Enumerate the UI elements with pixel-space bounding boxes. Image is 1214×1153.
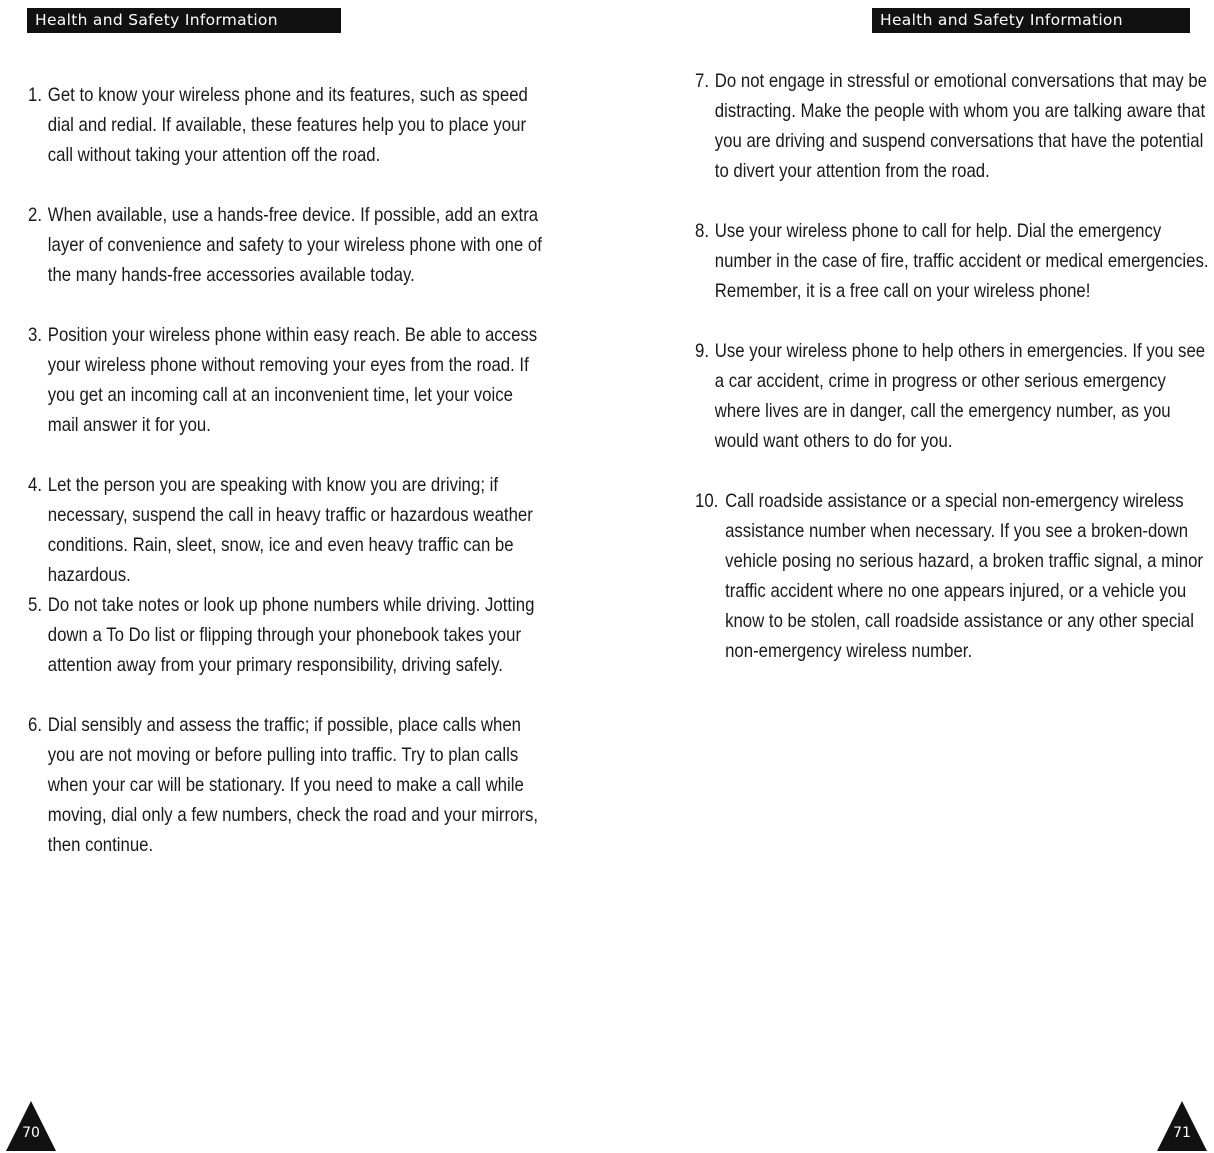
item-number: 3. [28, 324, 42, 346]
safety-tips-list [28, 80, 542, 890]
item-number: 2. [28, 204, 42, 226]
item-text: Use your wireless phone to call for help. Dial the emergency number in the case of fire, traffic accident or medical emergencies. Remember, it is a free call on your wireless phone! [714, 220, 1209, 302]
list-item [28, 590, 545, 680]
right-page [607, 0, 1214, 1153]
page-number-triangle-icon [6, 1101, 56, 1151]
list-item [695, 336, 1212, 456]
item-number: 10. [695, 490, 719, 512]
list-item [695, 486, 1214, 666]
item-text: Call roadside assistance or a special non-emergency wireless assistance number when necessary. If you see a broken-down vehicle posing no serious hazard, a broken traffic signal, a minor traffic accident where no one appears injured, or a vehicle you know to be stolen, call roadside assistance or any other special non-emergency wireless number. [725, 490, 1204, 662]
item-number: 1. [28, 84, 42, 106]
item-number: 5. [28, 594, 42, 616]
list-item [28, 80, 545, 170]
list-item [28, 200, 545, 290]
section-header: Health and Safety Information [872, 8, 1190, 33]
item-number: 6. [28, 714, 42, 736]
item-text: When available, use a hands-free device. If possible, add an extra layer of convenience and safety to your wireless phone with one of the many hands-free accessories available today. [47, 204, 542, 286]
item-number: 4. [28, 474, 42, 496]
list-item [28, 320, 545, 440]
list-item [695, 216, 1212, 306]
list-item [28, 470, 545, 590]
safety-tips-list [695, 66, 1209, 696]
item-number: 9. [695, 340, 709, 362]
page-number: 71 [1173, 1125, 1191, 1141]
list-item [695, 66, 1212, 186]
item-number: 7. [695, 70, 709, 92]
item-text: Get to know your wireless phone and its features, such as speed dial and redial. If available, these features help you to place your call without taking your attention off the road. [47, 84, 528, 166]
item-text: Do not engage in stressful or emotional conversations that may be distracting. Make the people with whom you are talking aware that you are driving and suspend conversations that have the potential to divert your attention from the road. [714, 70, 1207, 182]
item-number: 8. [695, 220, 709, 242]
item-text: Use your wireless phone to help others in emergencies. If you see a car accident, crime in progress or other serious emergency where lives are in danger, call the emergency number, as you would want others to do for you. [714, 340, 1206, 452]
item-text: Position your wireless phone within easy reach. Be able to access your wireless phone without removing your eyes from the road. If you get an incoming call at an inconvenient time, let your voice mail answer it for you. [47, 324, 538, 436]
page-number: 70 [22, 1125, 40, 1141]
item-text: Dial sensibly and assess the traffic; if possible, place calls when you are not moving or before pulling into traffic. Try to plan calls when your car will be stationary. If you need to make a call while moving, dial only a few numbers, check the road and your mirrors, then continue. [47, 714, 539, 856]
section-header: Health and Safety Information [27, 8, 341, 33]
list-item [28, 710, 545, 860]
page-number-triangle-icon [1157, 1101, 1207, 1151]
item-text: Do not take notes or look up phone numbers while driving. Jotting down a To Do list or flipping through your phonebook takes your attention away from your primary responsibility, driving safely. [47, 594, 535, 676]
item-text: Let the person you are speaking with know you are driving; if necessary, suspend the call in heavy traffic or hazardous weather conditions. Rain, sleet, snow, ice and even heavy traffic can be hazardous. [47, 474, 533, 586]
